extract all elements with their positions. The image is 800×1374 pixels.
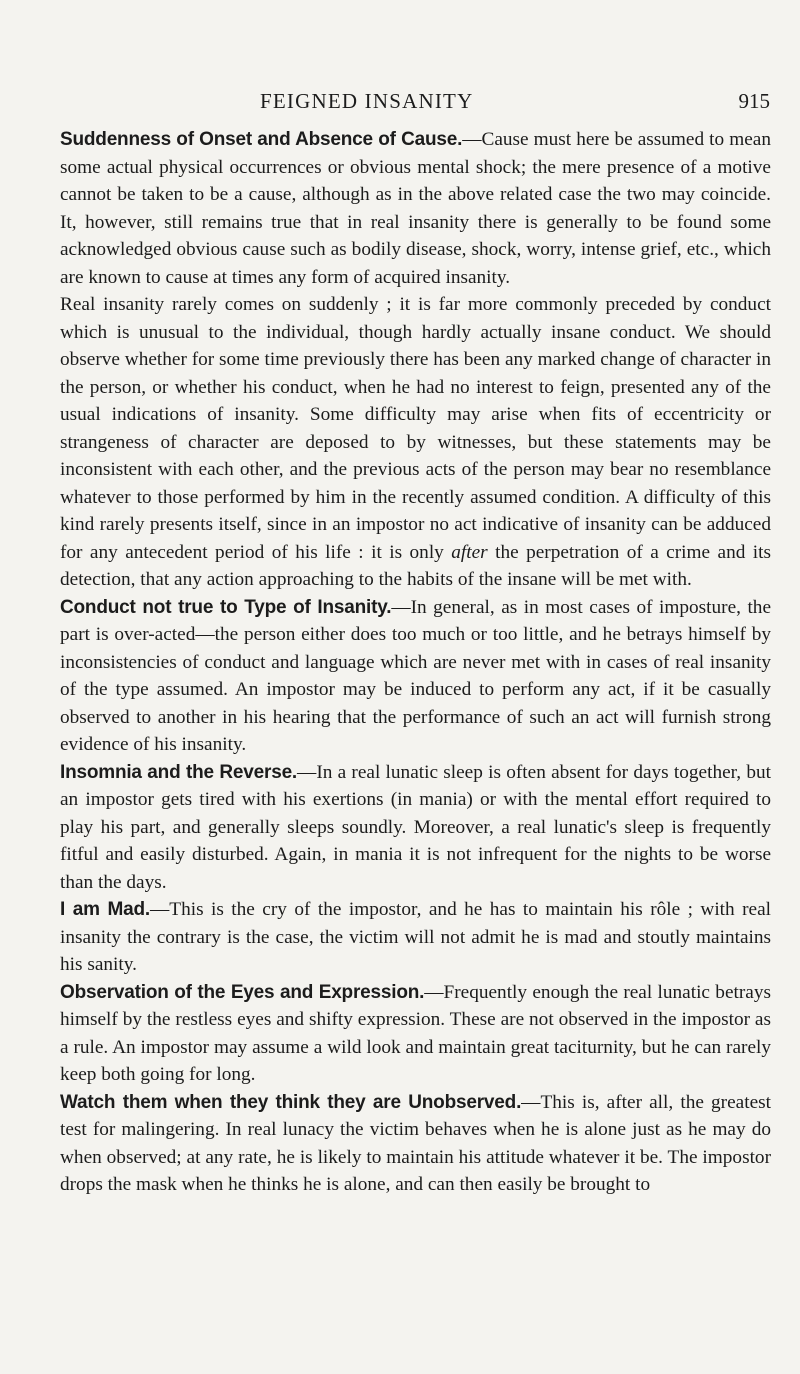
paragraph-text: —Frequently enough the real lunatic betrays himself by the restless eyes and shifty expression. These are not observed in the impostor as a rule. An impostor may assume a wild look and maintain great taciturnity, but he can rarely keep both going for long. xyxy=(60,981,771,1085)
paragraph-text: Real insanity rarely comes on suddenly ; it is far more commonly preceded by conduct which is unusual to the individual, though hardly actually insane conduct. We should observe whether for some time previously there has been any marked change of character in the person, or whether his conduct, when he had no interest to feign, presented any of the usual indications of insanity. Some difficulty may arise when fits of eccentricity or strangeness of character are deposed to by witnesses, but these statements may be inconsistent with each other, and the previous acts of the person may bear no resemblance whatever to those performed by him in the recently assumed condition. A difficulty of this kind rarely presents itself, since in an impostor no act indicative of insanity can be adduced for any antecedent period of his life : it is only xyxy=(60,294,771,563)
running-head: FEIGNED INSANITY xyxy=(260,89,474,113)
paragraph-text: —This is the cry of the impostor, and he has to maintain his rôle ; with real insanity the contrary is the case, the victim will not admit he is mad and stoutly maintains his sanity. xyxy=(60,899,772,975)
paragraph-text: —Cause must here be assumed to mean some actual physical occurrences or obvious mental shock; the mere presence of a motive cannot be taken to be a cause, although as in the above related case the two may coincide. It, however, still remains true that in real insanity there is generally to be found some acknowledged obvious cause such as bodily disease, shock, worry, intense grief, etc., which are known to cause at times any form of acquired insanity. xyxy=(60,129,771,288)
paragraph-unobserved xyxy=(60,1089,771,1199)
paragraph-text: —This is, after all, the greatest test for malingering. In real lunacy the victim behaves when he is alone just as he may do when observed; at any rate, he is likely to maintain his attitude whatever it be. The impostor drops the mask when he thinks he is alone, and can then easily be brought to xyxy=(60,1091,771,1195)
section-heading: Insomnia and the Reverse. xyxy=(60,761,298,783)
paragraph-text: —In general, as in most cases of imposture, the part is over-acted—the person either does too much or too little, and he betrays himself by inconsistencies of conduct and language which are never met with in cases of real insanity of the type assumed. An impostor may be induced to perform any act, if it be casually observed to another in his hearing that the performance of such an act will furnish strong evidence of his insanity. xyxy=(60,596,772,755)
paragraph-i-am-mad xyxy=(60,896,771,979)
paragraph-eyes xyxy=(60,979,771,1089)
paragraph-text: the perpetration of a crime and its detection, that any action approaching to the habits of the insane will be met with. xyxy=(60,541,772,590)
body-text xyxy=(60,126,771,1199)
section-heading: Watch them when they think they are Unobserved. xyxy=(60,1091,522,1113)
paragraph-suddenness xyxy=(60,126,771,291)
paragraph-real-insanity xyxy=(60,291,771,594)
section-heading: Observation of the Eyes and Expression. xyxy=(60,981,425,1003)
section-heading: Conduct not true to Type of Insanity. xyxy=(60,596,392,618)
paragraph-text: —In a real lunatic sleep is often absent for days together, but an impostor gets tired with his exertions (in mania) or with the mental effort required to play his part, and generally sleeps soundly. Moreover, a real lunatic's sleep is frequently fitful and easily disturbed. Again, in mania it is not infrequent for the nights to be worse than the days. xyxy=(60,761,772,893)
page-header xyxy=(60,89,770,119)
section-heading: Suddenness of Onset and Absence of Cause. xyxy=(60,129,463,150)
paragraph-conduct xyxy=(60,594,771,759)
paragraph-insomnia xyxy=(60,759,771,897)
emphasis-text: after xyxy=(451,541,488,563)
section-heading: I am Mad. xyxy=(60,899,151,920)
page-number: 915 xyxy=(738,89,770,113)
